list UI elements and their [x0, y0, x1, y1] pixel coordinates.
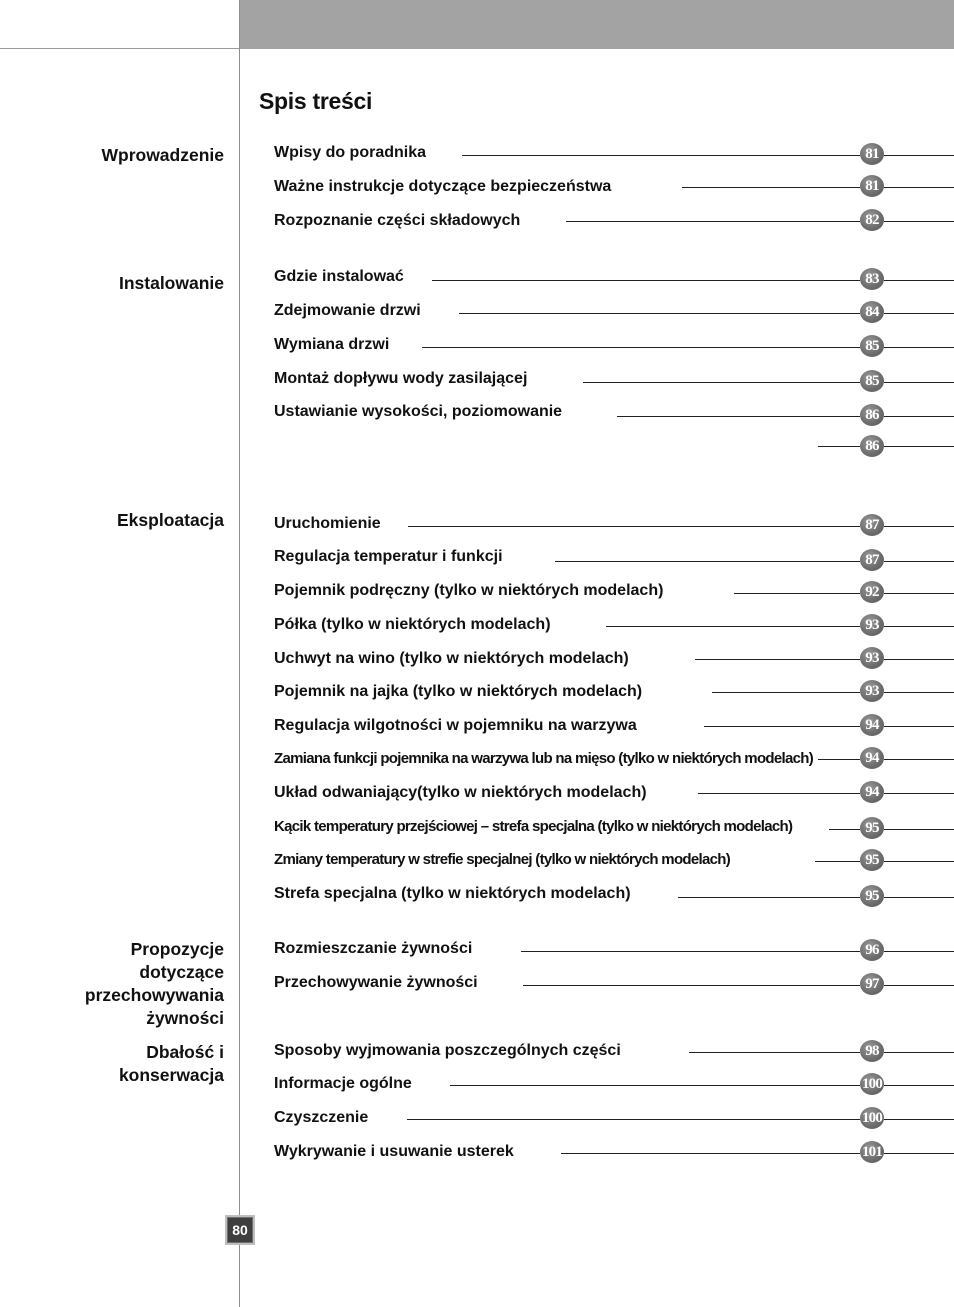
- leader-line-tail: [884, 692, 954, 693]
- leader-line: [407, 1119, 860, 1120]
- leader-line-tail: [884, 726, 954, 727]
- page-badge: 87: [860, 514, 884, 536]
- leader-line: [818, 759, 860, 760]
- leader-line: [698, 793, 860, 794]
- leader-line: [704, 726, 860, 727]
- section-heading: Propozycje dotyczące przechowywania żywności: [84, 939, 224, 1028]
- toc-entry[interactable]: Układ odwaniający(tylko w niektórych modelach): [274, 784, 647, 801]
- leader-line-tail: [884, 626, 954, 627]
- page-badge: 83: [860, 268, 884, 290]
- leader-line-tail: [884, 313, 954, 314]
- section-heading: Instalowanie: [118, 273, 224, 293]
- page-badge: 94: [860, 747, 884, 769]
- page-badge: 86: [860, 404, 884, 426]
- leader-line: [521, 951, 860, 952]
- toc-entry[interactable]: Zamiana funkcji pojemnika na warzywa lub na mięso (tylko w niektórych modelach): [274, 750, 814, 767]
- leader-line: [422, 347, 860, 348]
- leader-line-tail: [884, 759, 954, 760]
- leader-line-tail: [884, 829, 954, 830]
- toc-entry[interactable]: Regulacja temperatur i funkcji: [274, 548, 503, 565]
- page-badge: 94: [860, 781, 884, 803]
- page-badge: 86: [860, 435, 884, 457]
- toc-entry[interactable]: Ustawianie wysokości, poziomowanie: [274, 403, 563, 420]
- leader-line-tail: [884, 593, 954, 594]
- toc-entry[interactable]: Regulacja wilgotności w pojemniku na warzywa: [274, 717, 637, 734]
- leader-line-tail: [884, 861, 954, 862]
- leader-line-tail: [884, 280, 954, 281]
- leader-line: [459, 313, 860, 314]
- page-number: 80: [228, 1218, 252, 1242]
- toc-entry[interactable]: Kącik temperatury przejściowej – strefa specjalna (tylko w niektórych modelach): [274, 818, 793, 835]
- leader-line-tail: [884, 561, 954, 562]
- page-badge: 81: [860, 175, 884, 197]
- leader-line: [432, 280, 860, 281]
- section-heading: Eksploatacja: [117, 510, 224, 530]
- page-badge: 95: [860, 817, 884, 839]
- toc-entry[interactable]: Wykrywanie i usuwanie usterek: [274, 1143, 514, 1160]
- toc-entry[interactable]: Montaż dopływu wody zasilającej: [274, 370, 528, 387]
- leader-line-tail: [884, 221, 954, 222]
- page-badge: 87: [860, 549, 884, 571]
- page-badge: 93: [860, 680, 884, 702]
- page-badge: 95: [860, 885, 884, 907]
- page-badge: 93: [860, 614, 884, 636]
- page-badge: 84: [860, 301, 884, 323]
- header-rule: [0, 48, 240, 49]
- page-badge: 97: [860, 973, 884, 995]
- leader-line: [408, 526, 860, 527]
- leader-line: [583, 382, 860, 383]
- leader-line-tail: [884, 1119, 954, 1120]
- leader-line-tail: [884, 347, 954, 348]
- leader-line-tail: [884, 1085, 954, 1086]
- toc-entry[interactable]: Wpisy do poradnika: [274, 144, 427, 161]
- leader-line-tail: [884, 382, 954, 383]
- leader-line: [712, 692, 860, 693]
- toc-entry[interactable]: Pojemnik na jajka (tylko w niektórych modelach): [274, 683, 643, 700]
- leader-line-tail: [884, 951, 954, 952]
- page-badge: 92: [860, 581, 884, 603]
- leader-line: [566, 221, 860, 222]
- leader-line: [695, 659, 860, 660]
- page-badge: 100: [860, 1107, 884, 1129]
- leader-line-tail: [884, 526, 954, 527]
- toc-entry[interactable]: Zmiany temperatury w strefie specjalnej (tylko w niektórych modelach): [274, 851, 731, 868]
- leader-line-tail: [884, 1052, 954, 1053]
- toc-entry[interactable]: Przechowywanie żywności: [274, 974, 478, 991]
- toc-entry[interactable]: Półka (tylko w niektórych modelach): [274, 616, 551, 633]
- leader-line: [678, 897, 860, 898]
- leader-line: [561, 1153, 860, 1154]
- leader-line-tail: [884, 659, 954, 660]
- leader-line: [815, 861, 860, 862]
- toc-entry[interactable]: Wymiana drzwi: [274, 336, 390, 353]
- column-divider: [239, 0, 240, 1307]
- page-badge: 100: [860, 1073, 884, 1095]
- leader-line-tail: [884, 897, 954, 898]
- toc-entry[interactable]: Informacje ogólne: [274, 1075, 412, 1092]
- page-badge: 98: [860, 1040, 884, 1062]
- page-badge: 85: [860, 370, 884, 392]
- leader-line: [450, 1085, 860, 1086]
- toc-entry[interactable]: Uchwyt na wino (tylko w niektórych modelach): [274, 650, 629, 667]
- leader-line-tail: [884, 446, 954, 447]
- section-heading: Wprowadzenie: [101, 145, 224, 165]
- leader-line: [555, 561, 860, 562]
- leader-line: [523, 985, 860, 986]
- leader-line: [682, 187, 860, 188]
- page-badge: 96: [860, 939, 884, 961]
- page-badge: 101: [860, 1141, 884, 1163]
- toc-entry[interactable]: Gdzie instalować: [274, 268, 404, 285]
- leader-line-tail: [884, 187, 954, 188]
- toc-entry[interactable]: Czyszczenie: [274, 1109, 369, 1126]
- toc-entry[interactable]: Ważne instrukcje dotyczące bezpieczeństwa: [274, 178, 612, 195]
- leader-line-tail: [884, 1153, 954, 1154]
- page-badge: 95: [860, 849, 884, 871]
- toc-entry[interactable]: Sposoby wyjmowania poszczególnych części: [274, 1042, 621, 1059]
- toc-entry[interactable]: Strefa specjalna (tylko w niektórych modelach): [274, 885, 631, 902]
- leader-line-tail: [884, 416, 954, 417]
- leader-line: [606, 626, 860, 627]
- toc-entry[interactable]: Rozpoznanie części składowych: [274, 212, 521, 229]
- page-badge: 85: [860, 335, 884, 357]
- page-badge: 82: [860, 209, 884, 231]
- page-badge: 93: [860, 647, 884, 669]
- leader-line: [734, 593, 860, 594]
- leader-line-tail: [884, 155, 954, 156]
- toc-entry[interactable]: Rozmieszczanie żywności: [274, 940, 473, 957]
- leader-line: [617, 416, 860, 417]
- toc-entry[interactable]: Pojemnik podręczny (tylko w niektórych modelach): [274, 582, 664, 599]
- leader-line: [462, 155, 860, 156]
- page-badge: 94: [860, 714, 884, 736]
- page-number-box: [225, 1215, 255, 1245]
- leader-line: [818, 446, 860, 447]
- page-title: Spis treści: [259, 88, 373, 114]
- leader-line-tail: [884, 985, 954, 986]
- leader-line: [829, 829, 860, 830]
- page-badge: 81: [860, 143, 884, 165]
- leader-line: [689, 1052, 860, 1053]
- header-bar: [240, 0, 954, 49]
- toc-entry[interactable]: Uruchomienie: [274, 515, 381, 532]
- leader-line-tail: [884, 793, 954, 794]
- toc-entry[interactable]: Zdejmowanie drzwi: [274, 302, 421, 319]
- section-heading: Dbałość i konserwacja: [118, 1042, 224, 1085]
